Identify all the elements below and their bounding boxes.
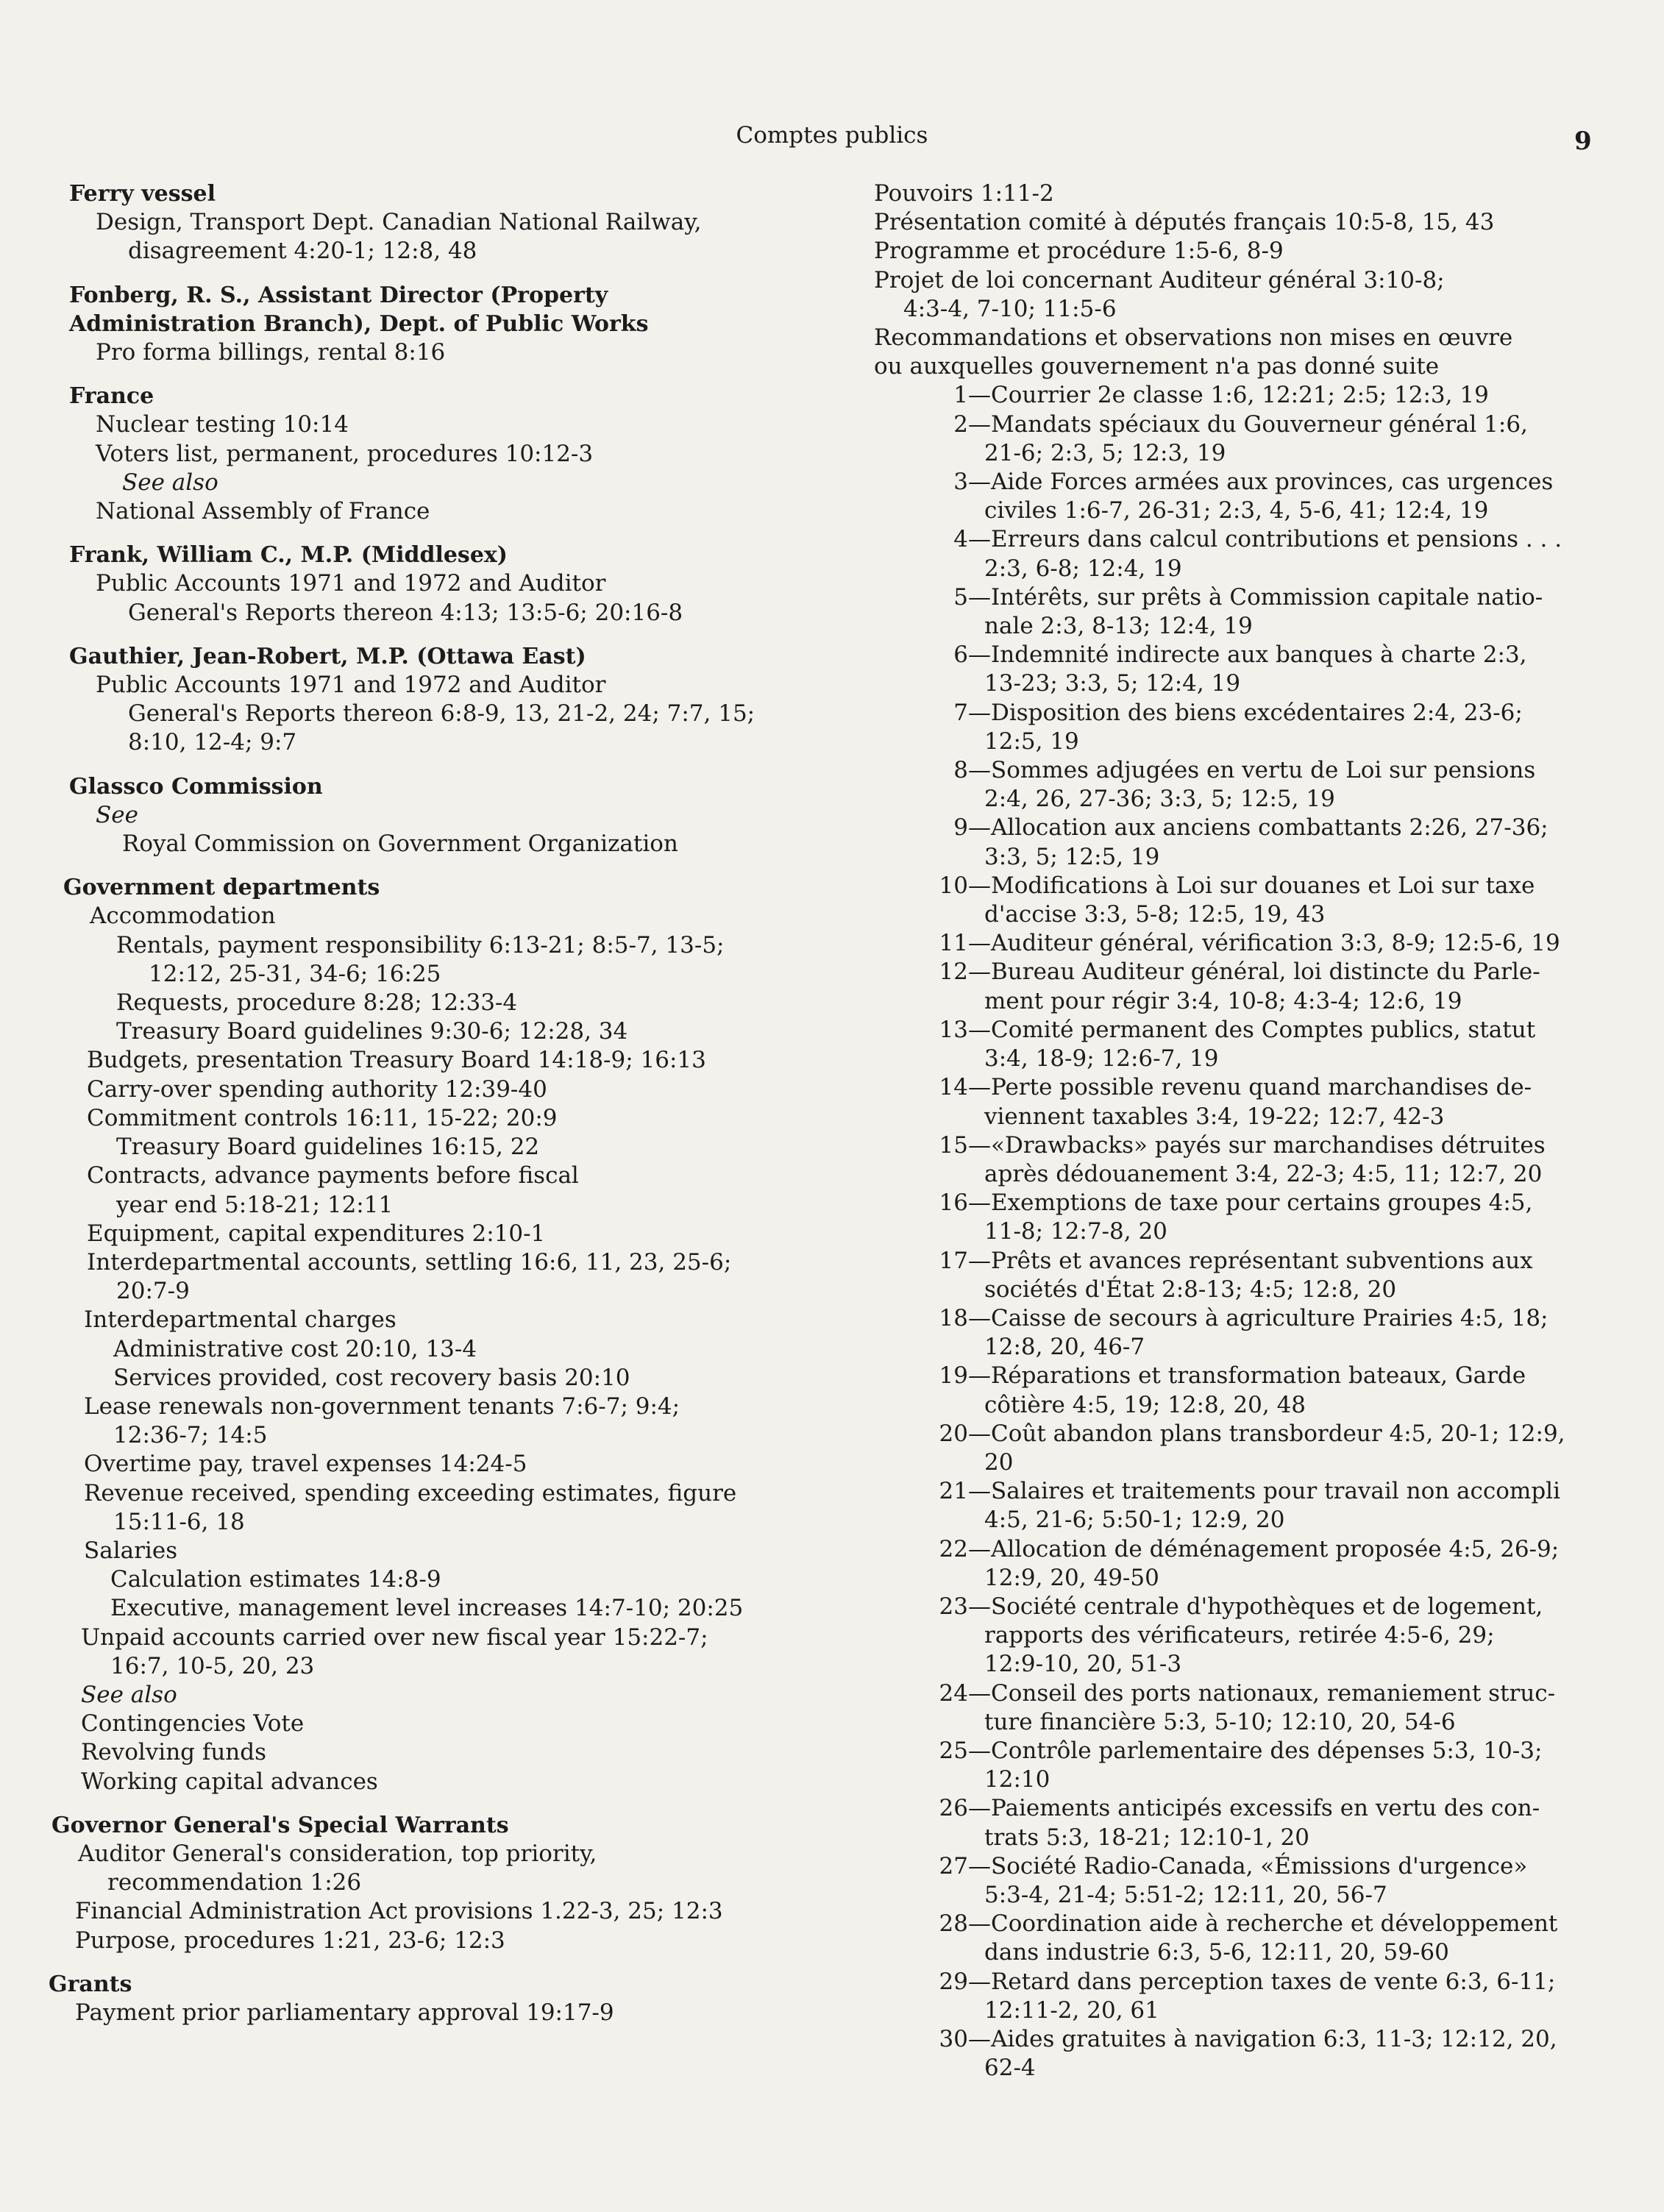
index-entry: d'accise 3:3, 5-8; 12:5, 19, 43 bbox=[984, 901, 1326, 928]
index-entry: Executive, management level increases 14:7-10; 20:25 bbox=[110, 1595, 744, 1622]
index-entry: 11-8; 12:7-8, 20 bbox=[984, 1218, 1167, 1245]
entry-text: Comité permanent des Comptes publics, statut bbox=[991, 1016, 1536, 1043]
index-heading: Government departments bbox=[63, 875, 380, 901]
entry-number: 14 bbox=[939, 1074, 968, 1101]
index-entry: 12:9-10, 20, 51-3 bbox=[984, 1651, 1182, 1678]
index-entry: après dédouanement 3:4, 22-3; 4:5, 11; 12:7, 20 bbox=[984, 1160, 1543, 1187]
entry-text: Allocation de déménagement proposée 4:5, 26-9; bbox=[991, 1535, 1560, 1562]
entry-number: 22 bbox=[939, 1535, 968, 1562]
entry-number: 3 bbox=[953, 469, 968, 496]
index-entry: Equipment, capital expenditures 2:10-1 bbox=[87, 1220, 546, 1247]
entry-text: Conseil des ports nationaux, remaniement struc- bbox=[991, 1679, 1556, 1707]
entry-number: 30 bbox=[939, 2026, 968, 2052]
entry-dash: — bbox=[968, 469, 991, 496]
index-entry: 20 bbox=[984, 1448, 1014, 1476]
index-entry: Pro forma billings, rental 8:16 bbox=[96, 339, 446, 366]
index-entry: 4:5, 21-6; 5:50-1; 12:9, 20 bbox=[984, 1507, 1285, 1534]
index-heading: Administration Branch), Dept. of Public Works bbox=[69, 310, 649, 337]
entry-dash: — bbox=[968, 1131, 991, 1159]
index-entry: Budgets, presentation Treasury Board 14:18-9; 16:13 bbox=[87, 1047, 706, 1074]
entry-number: 4 bbox=[953, 526, 968, 553]
index-heading: Ferry vessel bbox=[69, 181, 216, 207]
index-entry: Treasury Board guidelines 9:30-6; 12:28, 34 bbox=[116, 1018, 628, 1045]
entry-number: 23 bbox=[939, 1593, 968, 1620]
index-entry: Commitment controls 16:11, 15-22; 20:9 bbox=[87, 1104, 558, 1131]
entry-dash: — bbox=[968, 959, 991, 986]
entry-dash: — bbox=[968, 1679, 991, 1707]
numbered-index-entry bbox=[874, 872, 1610, 900]
index-entry: disagreement 4:20-1; 12:8, 48 bbox=[128, 238, 477, 265]
page-number: 9 bbox=[1574, 127, 1592, 156]
index-heading: Fonberg, R. S., Assistant Director (Property bbox=[69, 282, 608, 308]
index-entry: National Assembly of France bbox=[96, 498, 430, 525]
numbered-index-entry bbox=[874, 958, 1610, 986]
numbered-index-entry bbox=[874, 410, 1610, 439]
index-entry: Working capital advances bbox=[81, 1768, 378, 1795]
index-entry: 62-4 bbox=[984, 2055, 1036, 2082]
entry-dash: — bbox=[968, 1737, 991, 1764]
entry-text: Société Radio-Canada, «Émissions d'urgence» bbox=[991, 1852, 1528, 1880]
numbered-index-entry bbox=[874, 1362, 1610, 1390]
entry-number: 11 bbox=[939, 930, 968, 957]
entry-dash: — bbox=[968, 872, 991, 899]
numbered-index-entry bbox=[874, 641, 1610, 669]
entry-number: 5 bbox=[953, 583, 968, 611]
entry-text: Exemptions de taxe pour certains groupes 4:5, bbox=[991, 1189, 1533, 1217]
index-entry: côtière 4:5, 19; 12:8, 20, 48 bbox=[984, 1391, 1306, 1418]
entry-dash: — bbox=[968, 526, 991, 553]
entry-number: 20 bbox=[939, 1420, 968, 1447]
entry-dash: — bbox=[968, 1362, 991, 1390]
cross-reference-label: See also bbox=[122, 469, 218, 496]
entry-dash: — bbox=[968, 1795, 991, 1822]
index-entry: 15:11-6, 18 bbox=[113, 1508, 245, 1535]
index-entry: Administrative cost 20:10, 13-4 bbox=[113, 1335, 477, 1362]
index-entry: 12:8, 20, 46-7 bbox=[984, 1334, 1145, 1361]
numbered-index-entry bbox=[874, 1131, 1610, 1160]
entry-dash: — bbox=[968, 1420, 991, 1447]
entry-dash: — bbox=[968, 382, 991, 409]
index-entry: viennent taxables 3:4, 19-22; 12:7, 42-3 bbox=[984, 1103, 1445, 1130]
entry-text: Allocation aux anciens combattants 2:26, 27-36; bbox=[991, 814, 1549, 842]
entry-dash: — bbox=[968, 583, 991, 611]
index-entry: year end 5:18-21; 12:11 bbox=[116, 1191, 394, 1218]
index-entry: Contracts, advance payments before fiscal bbox=[87, 1162, 579, 1189]
entry-text: Coût abandon plans transbordeur 4:5, 20-1; 12:9, bbox=[991, 1420, 1565, 1447]
index-entry: 12:5, 19 bbox=[984, 728, 1079, 755]
index-entry: General's Reports thereon 6:8-9, 13, 21-2, 24; 7:7, 15; bbox=[128, 700, 755, 728]
index-entry: 12:10 bbox=[984, 1766, 1050, 1793]
numbered-index-entry bbox=[874, 1073, 1610, 1102]
index-entry: 8:10, 12-4; 9:7 bbox=[128, 729, 297, 756]
index-entry: Pouvoirs 1:11-2 bbox=[874, 180, 1054, 207]
entry-number: 17 bbox=[939, 1247, 968, 1274]
numbered-index-entry bbox=[874, 1794, 1610, 1823]
index-entry: Unpaid accounts carried over new fiscal year 15:22-7; bbox=[81, 1624, 708, 1651]
index-heading: Governor General's Special Warrants bbox=[51, 1812, 509, 1838]
numbered-index-entry bbox=[874, 1593, 1610, 1621]
entry-text: Modifications à Loi sur douanes et Loi sur taxe bbox=[991, 872, 1535, 899]
entry-text: Aide Forces armées aux provinces, cas urgences bbox=[991, 469, 1554, 496]
index-entry: General's Reports thereon 4:13; 13:5-6; 20:16-8 bbox=[128, 599, 683, 626]
index-entry: 12:12, 25-31, 34-6; 16:25 bbox=[149, 960, 441, 987]
entry-number: 24 bbox=[939, 1679, 968, 1707]
numbered-index-entry bbox=[874, 1189, 1610, 1217]
index-entry: Nuclear testing 10:14 bbox=[96, 411, 349, 438]
entry-dash: — bbox=[968, 1478, 991, 1505]
entry-number: 13 bbox=[939, 1016, 968, 1043]
index-entry: Revolving funds bbox=[81, 1739, 267, 1766]
cross-reference-label: See bbox=[96, 801, 138, 828]
numbered-index-entry bbox=[874, 1910, 1610, 1938]
entry-text: Perte possible revenu quand marchandises de- bbox=[991, 1074, 1532, 1101]
entry-text: Contrôle parlementaire des dépenses 5:3, 10-3; bbox=[991, 1737, 1543, 1764]
index-entry: Public Accounts 1971 and 1972 and Auditor bbox=[96, 570, 606, 597]
entry-dash: — bbox=[968, 1968, 991, 1995]
entry-dash: — bbox=[968, 1189, 991, 1217]
entry-dash: — bbox=[968, 410, 991, 438]
cross-reference-label: See also bbox=[81, 1681, 177, 1708]
index-entry: ture financière 5:3, 5-10; 12:10, 20, 54-6 bbox=[984, 1708, 1456, 1735]
numbered-index-entry bbox=[874, 1247, 1610, 1276]
entry-text: Intérêts, sur prêts à Commission capitale natio- bbox=[991, 583, 1543, 611]
index-entry: 2:4, 26, 27-36; 3:3, 5; 12:5, 19 bbox=[984, 786, 1335, 813]
numbered-index-entry bbox=[874, 1304, 1610, 1333]
numbered-index-entry bbox=[874, 1420, 1610, 1448]
entry-text: Sommes adjugées en vertu de Loi sur pensions bbox=[991, 757, 1536, 784]
entry-dash: — bbox=[968, 757, 991, 784]
index-entry: Recommandations et observations non mises en œuvre bbox=[874, 324, 1513, 352]
entry-text: Société centrale d'hypothèques et de logement, bbox=[991, 1593, 1543, 1620]
index-entry: Programme et procédure 1:5-6, 8-9 bbox=[874, 238, 1284, 265]
index-entry: Voters list, permanent, procedures 10:12-3 bbox=[96, 440, 594, 467]
numbered-index-entry bbox=[874, 814, 1610, 842]
index-entry: 12:9, 20, 49-50 bbox=[984, 1564, 1159, 1591]
index-heading: Grants bbox=[49, 1971, 132, 1997]
index-heading: Gauthier, Jean-Robert, M.P. (Ottawa East) bbox=[69, 643, 586, 669]
entry-text: Bureau Auditeur général, loi distincte du Parle- bbox=[991, 959, 1540, 986]
index-heading: Glassco Commission bbox=[69, 773, 323, 800]
entry-number: 29 bbox=[939, 1968, 968, 1995]
index-entry: 5:3-4, 21-4; 5:51-2; 12:11, 20, 56-7 bbox=[984, 1881, 1387, 1908]
entry-text: Salaires et traitements pour travail non accompli bbox=[991, 1478, 1560, 1505]
entry-number: 7 bbox=[953, 699, 968, 726]
entry-dash: — bbox=[968, 1016, 991, 1043]
numbered-index-entry bbox=[874, 929, 1610, 958]
numbered-index-entry bbox=[874, 583, 1610, 612]
index-entry: Royal Commission on Government Organization bbox=[122, 831, 678, 858]
numbered-index-entry bbox=[874, 1016, 1610, 1045]
entry-dash: — bbox=[968, 641, 991, 669]
index-entry: Lease renewals non-government tenants 7:6-7; 9:4; bbox=[84, 1393, 680, 1420]
index-entry: Calculation estimates 14:8-9 bbox=[110, 1566, 441, 1593]
index-entry: Overtime pay, travel expenses 14:24-5 bbox=[84, 1451, 527, 1478]
entry-dash: — bbox=[968, 1247, 991, 1274]
entry-number: 6 bbox=[953, 641, 968, 669]
entry-text: Disposition des biens excédentaires 2:4, 23-6; bbox=[991, 699, 1523, 726]
index-entry: 12:36-7; 14:5 bbox=[113, 1422, 268, 1449]
index-entry: Accommodation bbox=[90, 903, 276, 930]
index-entry: Contingencies Vote bbox=[81, 1710, 305, 1738]
index-entry: Design, Transport Dept. Canadian National Railway, bbox=[96, 209, 702, 236]
entry-dash: — bbox=[968, 1910, 991, 1938]
entry-text: Retard dans perception taxes de vente 6:3, 6-11; bbox=[991, 1968, 1556, 1995]
index-entry: Salaries bbox=[84, 1537, 178, 1564]
index-entry: recommendation 1:26 bbox=[107, 1869, 362, 1896]
index-entry: ment pour régir 3:4, 10-8; 4:3-4; 12:6, 19 bbox=[984, 987, 1462, 1014]
entry-number: 25 bbox=[939, 1737, 968, 1764]
entry-number: 9 bbox=[953, 814, 968, 842]
entry-number: 8 bbox=[953, 757, 968, 784]
entry-text: Prêts et avances représentant subventions aux bbox=[991, 1247, 1533, 1274]
index-entry: 3:4, 18-9; 12:6-7, 19 bbox=[984, 1045, 1219, 1073]
entry-dash: — bbox=[968, 930, 991, 957]
entry-text: Aides gratuites à navigation 6:3, 11-3; 12:12, 20, bbox=[991, 2026, 1557, 2052]
numbered-index-entry bbox=[874, 525, 1610, 554]
index-entry: Rentals, payment responsibility 6:13-21; 8:5-7, 13-5; bbox=[116, 931, 725, 959]
entry-text: Courrier 2e classe 1:6, 12:21; 2:5; 12:3, 19 bbox=[991, 382, 1489, 409]
index-entry: 13-23; 3:3, 5; 12:4, 19 bbox=[984, 670, 1241, 697]
numbered-index-entry bbox=[874, 1679, 1610, 1708]
index-column-right bbox=[874, 179, 1610, 2083]
entry-number: 27 bbox=[939, 1852, 968, 1880]
index-entry: sociétés d'État 2:8-13; 4:5; 12:8, 20 bbox=[984, 1276, 1397, 1303]
entry-text: Auditeur général, vérification 3:3, 8-9; 12:5-6, 19 bbox=[991, 930, 1560, 957]
entry-text: Paiements anticipés excessifs en vertu des con- bbox=[991, 1795, 1540, 1822]
index-entry: Projet de loi concernant Auditeur général 3:10-8; bbox=[874, 266, 1445, 294]
index-entry: Auditor General's consideration, top priority, bbox=[78, 1840, 597, 1867]
entry-dash: — bbox=[968, 699, 991, 726]
entry-text: Mandats spéciaux du Gouverneur général 1:6, bbox=[991, 410, 1528, 438]
index-entry: 4:3-4, 7-10; 11:5-6 bbox=[903, 295, 1117, 322]
index-entry: 12:11-2, 20, 61 bbox=[984, 1996, 1159, 2024]
index-entry: Interdepartmental accounts, settling 16:6, 11, 23, 25-6; bbox=[87, 1248, 732, 1276]
entry-number: 15 bbox=[939, 1131, 968, 1159]
entry-dash: — bbox=[968, 1535, 991, 1562]
entry-number: 26 bbox=[939, 1795, 968, 1822]
entry-dash: — bbox=[968, 1074, 991, 1101]
entry-number: 1 bbox=[953, 382, 968, 409]
index-entry: Requests, procedure 8:28; 12:33-4 bbox=[116, 989, 518, 1017]
index-entry: 21-6; 2:3, 5; 12:3, 19 bbox=[984, 439, 1226, 466]
numbered-index-entry bbox=[874, 1535, 1610, 1564]
entry-number: 10 bbox=[939, 872, 968, 899]
index-entry: Présentation comité à députés français 10:5-8, 15, 43 bbox=[874, 209, 1495, 236]
entry-dash: — bbox=[968, 814, 991, 842]
index-entry: Payment prior parliamentary approval 19:17-9 bbox=[75, 1999, 614, 2026]
index-column-left bbox=[49, 179, 843, 2027]
numbered-index-entry bbox=[874, 1852, 1610, 1881]
entry-number: 28 bbox=[939, 1910, 968, 1938]
index-entry: 20:7-9 bbox=[116, 1278, 190, 1305]
index-entry: dans industrie 6:3, 5-6, 12:11, 20, 59-60 bbox=[984, 1939, 1449, 1966]
index-entry: 3:3, 5; 12:5, 19 bbox=[984, 843, 1160, 870]
entry-text: «Drawbacks» payés sur marchandises détruites bbox=[991, 1131, 1546, 1159]
index-entry: Interdepartmental charges bbox=[84, 1306, 397, 1334]
entry-dash: — bbox=[968, 1304, 991, 1331]
index-entry: Revenue received, spending exceeding estimates, figure bbox=[84, 1479, 737, 1507]
index-entry: nale 2:3, 8-13; 12:4, 19 bbox=[984, 613, 1253, 640]
entry-number: 19 bbox=[939, 1362, 968, 1390]
index-entry: Treasury Board guidelines 16:15, 22 bbox=[116, 1134, 540, 1161]
numbered-index-entry bbox=[874, 756, 1610, 785]
index-entry: ou auxquelles gouvernement n'a pas donné suite bbox=[874, 353, 1440, 380]
entry-number: 18 bbox=[939, 1304, 968, 1331]
numbered-index-entry bbox=[874, 468, 1610, 497]
index-heading: France bbox=[69, 383, 154, 410]
entry-text: Coordination aide à recherche et développement bbox=[991, 1910, 1558, 1938]
index-entry: Carry-over spending authority 12:39-40 bbox=[87, 1075, 547, 1103]
numbered-index-entry bbox=[874, 381, 1610, 410]
entry-number: 21 bbox=[939, 1478, 968, 1505]
numbered-index-entry bbox=[874, 1737, 1610, 1765]
index-entry: Purpose, procedures 1:21, 23-6; 12:3 bbox=[75, 1927, 505, 1954]
entry-dash: — bbox=[968, 1852, 991, 1880]
entry-number: 16 bbox=[939, 1189, 968, 1217]
entry-number: 12 bbox=[939, 959, 968, 986]
running-header: Comptes publics bbox=[736, 122, 928, 149]
index-entry: rapports des vérificateurs, retirée 4:5-6, 29; bbox=[984, 1622, 1495, 1649]
entry-dash: — bbox=[968, 2026, 991, 2052]
entry-text: Caisse de secours à agriculture Prairies 4:5, 18; bbox=[991, 1304, 1549, 1331]
entry-text: Réparations et transformation bateaux, Garde bbox=[991, 1362, 1526, 1390]
entry-number: 2 bbox=[953, 410, 968, 438]
entry-dash: — bbox=[968, 1593, 991, 1620]
entry-text: Indemnité indirecte aux banques à charte 2:3, bbox=[991, 641, 1527, 669]
index-entry: trats 5:3, 18-21; 12:10-1, 20 bbox=[984, 1824, 1309, 1851]
index-heading: Frank, William C., M.P. (Middlesex) bbox=[69, 542, 508, 569]
numbered-index-entry bbox=[874, 2025, 1610, 2054]
numbered-index-entry bbox=[874, 1477, 1610, 1506]
numbered-index-entry bbox=[874, 699, 1610, 728]
index-entry: 16:7, 10-5, 20, 23 bbox=[110, 1652, 315, 1679]
index-entry: Services provided, cost recovery basis 20:10 bbox=[113, 1364, 630, 1391]
numbered-index-entry bbox=[874, 1968, 1610, 1996]
index-entry: civiles 1:6-7, 26-31; 2:3, 4, 5-6, 41; 12:4, 19 bbox=[984, 497, 1489, 524]
index-entry: 2:3, 6-8; 12:4, 19 bbox=[984, 555, 1182, 582]
entry-text: Erreurs dans calcul contributions et pensions . . . bbox=[991, 526, 1562, 553]
index-entry: Financial Administration Act provisions 1.22-3, 25; 12:3 bbox=[75, 1898, 723, 1925]
index-entry: Public Accounts 1971 and 1972 and Auditor bbox=[96, 672, 606, 699]
